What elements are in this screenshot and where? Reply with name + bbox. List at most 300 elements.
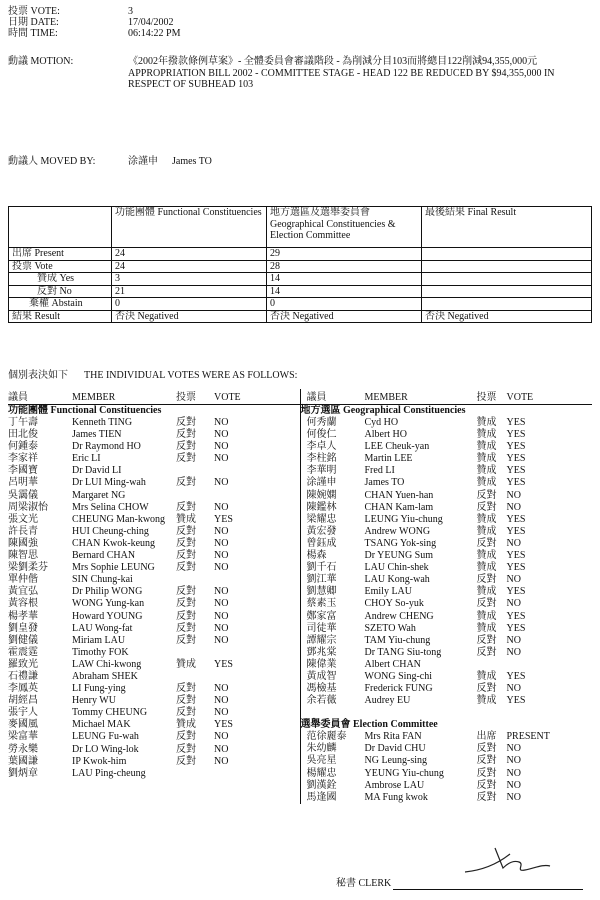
results-header-final: 最後結果 Final Result — [422, 207, 592, 248]
member-vote-en: NO — [506, 755, 521, 767]
member-name-en: YEUNG Yiu-chung — [364, 767, 444, 779]
member-row — [301, 550, 593, 562]
member-row — [8, 768, 300, 780]
member-vote-zh: 贊成 — [476, 610, 497, 622]
member-name-zh: 吳靄儀 — [8, 489, 38, 501]
member-row — [8, 514, 300, 526]
member-vote-en: NO — [214, 525, 229, 537]
member-name-en: Dr TANG Siu-tong — [364, 646, 442, 658]
results-row — [9, 285, 592, 298]
member-vote-zh: 反對 — [176, 441, 196, 453]
member-name-zh: 譚耀宗 — [306, 634, 337, 646]
member-vote-en: NO — [214, 683, 229, 695]
member-row — [8, 490, 300, 502]
member-name-en: CHOY So-yuk — [364, 598, 424, 610]
member-vote-en: NO — [214, 707, 229, 719]
intro-zh: 個別表決如下 — [8, 370, 68, 381]
member-vote-zh: 出席 — [476, 731, 497, 743]
results-fc-value: 3 — [112, 273, 267, 286]
member-vote-zh — [176, 671, 214, 683]
member-name-zh: 黃宏發 — [306, 525, 337, 537]
member-vote-en: NO — [506, 634, 521, 646]
results-final-value — [422, 298, 592, 311]
member-name-en: Mrs Sophie LEUNG — [72, 562, 155, 574]
member-name-en: LEUNG Yiu-chung — [364, 513, 443, 525]
member-name-zh: 劉炳章 — [8, 767, 38, 779]
motion-text — [128, 56, 593, 91]
member-name-en: Dr David LI — [72, 465, 122, 477]
member-vote-zh: 贊成 — [476, 441, 497, 453]
member-vote-en: YES — [506, 441, 526, 453]
member-row — [8, 465, 300, 477]
member-name-zh: 陳偉業 — [306, 658, 337, 670]
member-vote-zh: 反對 — [176, 550, 196, 562]
member-vote-en: YES — [506, 429, 526, 441]
member-name-zh: 張文光 — [8, 513, 38, 525]
member-name-en: LEUNG Fu-wah — [72, 731, 139, 743]
member-vote-zh: 反對 — [476, 634, 497, 646]
results-row-label: 出席 Present — [9, 248, 112, 261]
member-vote-zh: 贊成 — [476, 562, 497, 574]
member-name-en: Timothy FOK — [72, 646, 129, 658]
fc-member-list — [8, 417, 300, 780]
member-row — [8, 683, 300, 695]
results-fc-value: 21 — [112, 285, 267, 298]
individual-votes-table — [8, 389, 592, 804]
member-row — [8, 562, 300, 574]
vote-label: 投票 VOTE: — [8, 6, 60, 17]
member-name-zh: 單仲偕 — [8, 574, 38, 586]
member-row — [301, 731, 593, 743]
intro-en: THE INDIVIDUAL VOTES WERE AS FOLLOWS: — [84, 370, 298, 381]
member-vote-zh: 贊成 — [476, 477, 497, 489]
member-name-en: Eric LI — [72, 453, 101, 465]
member-vote-zh: 反對 — [176, 707, 196, 719]
member-name-zh: 鄧兆棠 — [306, 646, 337, 658]
member-row — [8, 441, 300, 453]
mover-name-en: James TO — [172, 156, 212, 167]
member-vote-en: NO — [214, 562, 229, 574]
member-row — [301, 417, 593, 429]
member-name-zh: 李鳳英 — [8, 683, 38, 695]
member-row — [8, 429, 300, 441]
member-vote-en: NO — [506, 501, 521, 513]
member-name-en: WONG Yung-kan — [72, 598, 145, 610]
member-vote-zh: 反對 — [176, 417, 196, 428]
member-vote-en: NO — [506, 646, 521, 658]
results-final-value — [422, 260, 592, 273]
member-vote-zh: 反對 — [476, 501, 497, 513]
ec-section-title: 選舉委員會 Election Committee — [300, 719, 438, 731]
member-name-en: LEE Cheuk-yan — [364, 441, 430, 453]
member-name-zh: 周梁淑怡 — [8, 501, 48, 513]
member-name-en: Dr Raymond HO — [72, 441, 141, 453]
member-name-en: Dr Philip WONG — [72, 586, 143, 598]
member-name-zh: 黃宜弘 — [8, 586, 38, 598]
member-vote-en: NO — [506, 779, 521, 791]
member-vote-en: NO — [506, 489, 521, 501]
member-vote-en: NO — [506, 574, 521, 586]
member-row — [8, 756, 300, 768]
mover-label: 動議人 MOVED BY: — [8, 156, 96, 167]
member-vote-zh: 反對 — [476, 489, 497, 501]
member-row — [8, 719, 300, 731]
member-row — [301, 465, 593, 477]
member-vote-en: NO — [214, 586, 229, 598]
member-vote-zh: 贊成 — [476, 417, 497, 428]
member-vote-zh: 贊成 — [176, 513, 196, 525]
member-vote-zh: 反對 — [476, 791, 497, 803]
vote-value: 3 — [128, 6, 133, 17]
member-name-zh: 何俊仁 — [306, 429, 337, 441]
member-name-en: WONG Sing-chi — [364, 670, 432, 682]
member-name-en: Abraham SHEK — [72, 670, 138, 682]
member-vote-en: NO — [214, 610, 229, 622]
member-row — [301, 441, 593, 453]
results-fc-value: 24 — [112, 260, 267, 273]
member-name-zh: 涂謹申 — [306, 477, 337, 489]
member-name-en: LAU Ping-cheung — [72, 767, 146, 779]
member-row — [8, 453, 300, 465]
member-vote-zh: 贊成 — [476, 622, 497, 634]
member-vote-en: NO — [214, 441, 229, 453]
member-vote-en: YES — [214, 658, 233, 670]
votes-right-header — [301, 389, 593, 405]
member-vote-en: NO — [214, 695, 229, 707]
member-name-zh: 石禮謙 — [8, 670, 38, 682]
member-name-zh: 楊耀忠 — [306, 767, 337, 779]
member-vote-en: NO — [214, 731, 229, 743]
member-name-en: CHAN Yuen-han — [364, 489, 434, 501]
individual-votes-intro — [8, 370, 297, 382]
member-vote-zh: 反對 — [176, 429, 196, 441]
member-name-zh: 范徐麗泰 — [306, 731, 347, 743]
member-name-zh: 梁富華 — [8, 731, 38, 743]
member-vote-en: NO — [214, 501, 229, 513]
date-label: 日期 DATE: — [8, 17, 59, 28]
member-name-zh: 余若薇 — [306, 695, 337, 707]
member-vote-en: YES — [506, 622, 526, 634]
member-vote-zh: 贊成 — [476, 465, 497, 477]
member-name-en: LAW Chi-kwong — [72, 658, 142, 670]
member-vote-en: NO — [214, 537, 229, 549]
member-name-zh: 許長青 — [8, 525, 38, 537]
member-name-en: TAM Yiu-chung — [364, 634, 431, 646]
member-name-zh: 劉慧卿 — [306, 586, 337, 598]
results-header-fc: 功能團體 Functional Constituencies — [112, 207, 267, 248]
results-fc-value: 0 — [112, 298, 267, 311]
results-final-value: 否決 Negatived — [422, 310, 592, 323]
member-vote-en: NO — [214, 453, 229, 465]
member-vote-en: PRESENT — [506, 731, 550, 743]
member-name-zh: 陳婉嫻 — [306, 489, 337, 501]
member-row — [8, 623, 300, 635]
member-name-zh: 李卓人 — [306, 441, 337, 453]
member-name-zh: 劉皇發 — [8, 622, 38, 634]
member-vote-en: YES — [506, 525, 526, 537]
member-vote-zh: 反對 — [176, 562, 196, 574]
member-row — [301, 526, 593, 538]
col-vote-zh: 投票 — [176, 391, 196, 403]
member-vote-en: YES — [506, 417, 526, 428]
member-vote-en: NO — [506, 767, 521, 779]
results-header-blank — [9, 207, 112, 248]
member-name-en: Fred LI — [364, 465, 395, 477]
member-name-en: Michael MAK — [72, 719, 131, 731]
member-row — [8, 744, 300, 756]
member-vote-en — [214, 490, 258, 502]
col-member-zh: 議員 — [306, 391, 327, 403]
motion-label: 動議 MOTION: — [8, 56, 74, 67]
member-name-en: Frederick FUNG — [364, 683, 433, 695]
member-vote-en: NO — [506, 537, 521, 549]
member-name-zh: 司徒華 — [306, 622, 337, 634]
member-vote-zh: 贊成 — [476, 586, 497, 598]
member-row — [301, 514, 593, 526]
member-name-en: Mrs Rita FAN — [364, 731, 422, 743]
member-name-en: NG Leung-sing — [364, 755, 427, 767]
member-row — [301, 623, 593, 635]
member-name-zh: 田北俊 — [8, 429, 38, 441]
member-name-en: Andrew WONG — [364, 525, 431, 537]
results-row-label: 贊成 Yes — [9, 273, 112, 286]
member-vote-zh — [176, 490, 214, 502]
member-vote-zh — [176, 465, 214, 477]
member-name-zh: 劉健儀 — [8, 634, 38, 646]
member-row — [8, 707, 300, 719]
member-name-en: LAU Kong-wah — [364, 574, 430, 586]
member-row — [8, 550, 300, 562]
member-row — [301, 598, 593, 610]
member-name-zh: 陳鑑林 — [306, 501, 337, 513]
member-name-en: Dr LO Wing-lok — [72, 743, 139, 755]
member-vote-zh — [176, 574, 214, 586]
member-name-zh: 勞永樂 — [8, 743, 38, 755]
member-row — [8, 659, 300, 671]
member-name-zh: 李國寶 — [8, 465, 38, 477]
results-row-label: 投票 Vote — [9, 260, 112, 273]
member-vote-zh — [477, 659, 507, 671]
col-vote-en: VOTE — [214, 391, 241, 403]
results-row — [9, 298, 592, 311]
member-vote-en — [214, 647, 258, 659]
member-name-zh: 楊孝華 — [8, 610, 38, 622]
member-name-en: Andrew CHENG — [364, 610, 434, 622]
member-name-en: CHAN Kam-lam — [364, 501, 434, 513]
member-vote-zh: 贊成 — [476, 429, 497, 441]
member-name-zh: 吳亮星 — [306, 755, 337, 767]
member-vote-en: NO — [214, 634, 229, 646]
member-vote-zh: 贊成 — [476, 695, 497, 707]
clerk-block — [336, 878, 583, 890]
member-vote-en: YES — [506, 465, 526, 477]
results-row-label: 棄權 Abstain — [9, 298, 112, 311]
col-member-zh: 議員 — [8, 391, 28, 403]
results-gc-value: 28 — [267, 260, 422, 273]
member-name-en: Kenneth TING — [72, 417, 133, 428]
clerk-signature — [455, 842, 555, 882]
member-name-zh: 劉千石 — [306, 562, 337, 574]
member-name-en: Miriam LAU — [72, 634, 126, 646]
member-vote-en: NO — [214, 622, 229, 634]
member-row — [8, 526, 300, 538]
member-row — [301, 792, 593, 804]
member-name-zh: 胡經昌 — [8, 695, 38, 707]
member-row — [301, 755, 593, 767]
member-vote-zh: 反對 — [176, 610, 196, 622]
member-vote-zh: 反對 — [176, 622, 196, 634]
member-row — [301, 611, 593, 623]
member-name-en: Emily LAU — [364, 586, 412, 598]
col-vote-en: VOTE — [506, 391, 534, 403]
member-row — [301, 562, 593, 574]
member-vote-en: NO — [214, 598, 229, 610]
member-vote-zh: 反對 — [176, 477, 196, 489]
member-vote-zh: 反對 — [476, 755, 497, 767]
results-gc-value: 否決 Negatived — [267, 310, 422, 323]
member-vote-zh: 贊成 — [476, 670, 497, 682]
member-vote-en: NO — [214, 477, 229, 489]
member-name-zh: 劉江華 — [306, 574, 337, 586]
member-vote-zh: 贊成 — [476, 453, 497, 465]
member-row — [8, 538, 300, 550]
member-name-zh: 霍震霆 — [8, 646, 38, 658]
results-row-label: 結果 Result — [9, 310, 112, 323]
member-vote-zh: 贊成 — [476, 513, 497, 525]
mover-block — [8, 156, 212, 168]
votes-right-column — [301, 389, 593, 804]
member-vote-en — [214, 671, 258, 683]
member-vote-zh: 反對 — [176, 755, 196, 767]
member-row — [301, 695, 593, 707]
member-row — [301, 635, 593, 647]
results-row — [9, 260, 592, 273]
member-vote-zh — [176, 768, 214, 780]
member-name-en: Howard YOUNG — [72, 610, 143, 622]
member-name-en: Martin LEE — [364, 453, 413, 465]
member-row — [301, 683, 593, 695]
member-vote-en: YES — [506, 610, 526, 622]
results-gc-value: 14 — [267, 273, 422, 286]
member-name-en: IP Kwok-him — [72, 755, 127, 767]
motion-text-en: APPROPRIATION BILL 2002 - COMMITTEE STAGE - HEAD 122 BE REDUCED BY $94,355,000 IN RESPECT OF SUBHEAD 103 — [128, 67, 555, 90]
member-vote-en — [214, 574, 258, 586]
member-row — [301, 490, 593, 502]
member-vote-en — [507, 659, 551, 671]
member-vote-en: NO — [214, 743, 229, 755]
member-row — [301, 647, 593, 659]
member-vote-zh: 反對 — [176, 683, 196, 695]
member-vote-zh: 反對 — [176, 598, 196, 610]
member-name-zh: 鄭家富 — [306, 610, 337, 622]
member-name-en: Tommy CHEUNG — [72, 707, 148, 719]
member-vote-zh: 反對 — [176, 695, 196, 707]
member-row — [8, 731, 300, 743]
member-vote-en: NO — [214, 550, 229, 562]
member-vote-en: YES — [506, 562, 526, 574]
results-row-label: 反對 No — [9, 285, 112, 298]
member-name-zh: 黃容根 — [8, 598, 38, 610]
member-name-en: Dr LUI Ming-wah — [72, 477, 146, 489]
member-name-zh: 李柱銘 — [306, 453, 337, 465]
member-name-en: James TO — [364, 477, 405, 489]
member-name-en: HUI Cheung-ching — [72, 525, 149, 537]
member-name-zh: 蔡素玉 — [306, 598, 337, 610]
member-name-en: Audrey EU — [364, 695, 411, 707]
member-row — [8, 611, 300, 623]
results-gc-value: 14 — [267, 285, 422, 298]
member-row — [8, 598, 300, 610]
member-name-zh: 羅致光 — [8, 658, 38, 670]
results-row — [9, 273, 592, 286]
member-row — [301, 429, 593, 441]
member-vote-en: NO — [214, 429, 229, 441]
member-name-zh: 何秀蘭 — [306, 417, 337, 428]
member-vote-zh: 贊成 — [476, 550, 497, 562]
member-vote-en — [214, 465, 258, 477]
member-name-en: TSANG Yok-sing — [364, 537, 437, 549]
member-name-zh: 朱幼麟 — [306, 743, 337, 755]
member-vote-en — [214, 768, 258, 780]
member-vote-en: YES — [506, 453, 526, 465]
member-name-en: SZETO Wah — [364, 622, 416, 634]
member-name-zh: 李家祥 — [8, 453, 38, 465]
member-row — [8, 695, 300, 707]
results-final-value — [422, 248, 592, 261]
results-header-gc: 地方選區及選舉委員會 Geographical Constituencies & Election Committee — [267, 207, 422, 248]
gc-member-list — [301, 417, 593, 707]
member-vote-zh: 贊成 — [476, 525, 497, 537]
member-vote-zh: 反對 — [176, 537, 196, 549]
member-name-en: LI Fung-ying — [72, 683, 126, 695]
member-vote-en: NO — [214, 755, 229, 767]
member-name-zh: 丁午壽 — [8, 417, 38, 428]
member-name-en: SIN Chung-kai — [72, 574, 133, 586]
member-vote-zh: 反對 — [476, 743, 497, 755]
section-spacer — [301, 707, 593, 719]
member-name-zh: 馮檢基 — [306, 683, 337, 695]
member-name-en: Ambrose LAU — [364, 779, 425, 791]
member-vote-zh — [176, 647, 214, 659]
member-vote-zh: 反對 — [476, 767, 497, 779]
member-vote-zh: 贊成 — [176, 658, 196, 670]
gc-section-title: 地方選區 Geographical Constituencies — [300, 405, 466, 416]
member-row — [301, 453, 593, 465]
member-name-en: CHEUNG Man-kwong — [72, 513, 166, 525]
results-final-value — [422, 273, 592, 286]
vote-number-row — [8, 6, 308, 17]
member-name-zh: 葉國謙 — [8, 755, 38, 767]
results-gc-value: 29 — [267, 248, 422, 261]
results-body — [9, 248, 592, 323]
clerk-signature-line — [393, 879, 583, 890]
member-name-en: Margaret NG — [72, 489, 126, 501]
time-value: 06:14:22 PM — [128, 28, 181, 39]
member-vote-zh: 反對 — [176, 743, 196, 755]
mover-name-zh: 涂謹申 — [128, 156, 158, 167]
date-row — [8, 17, 308, 28]
member-name-zh: 呂明華 — [8, 477, 38, 489]
member-row — [301, 477, 593, 489]
vote-header — [8, 6, 308, 39]
member-row — [301, 780, 593, 792]
member-vote-zh: 反對 — [176, 501, 196, 513]
member-row — [301, 574, 593, 586]
member-vote-zh: 反對 — [476, 574, 497, 586]
member-vote-en: NO — [506, 598, 521, 610]
member-row — [301, 743, 593, 755]
member-row — [301, 659, 593, 671]
